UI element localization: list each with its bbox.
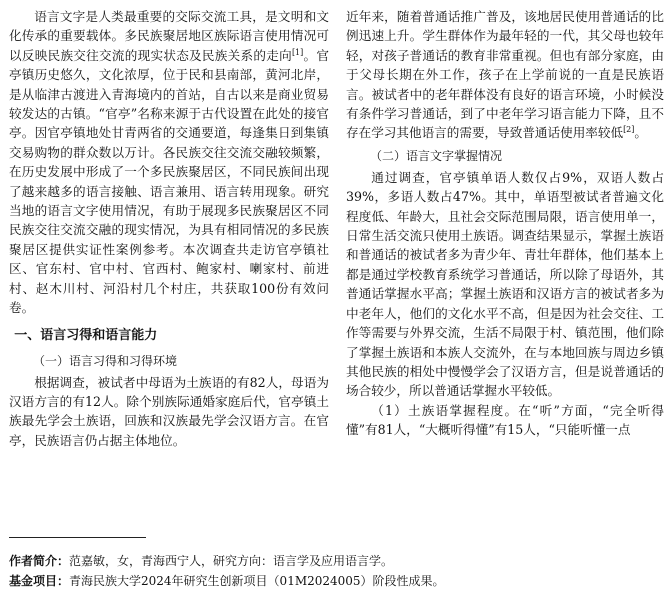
intro-paragraph [9,7,329,318]
fund-text: 青海民族大学2024年研究生创新项目（01M2024005）阶段性成果。 [69,574,445,588]
subsection-heading-1: （一）语言习得和习得环境 [33,353,178,368]
fund-footnote [9,572,664,590]
continued-paragraph [346,7,664,143]
citation-2: [2] [623,125,635,135]
acquisition-paragraph: 根据调查，被试者中母语为土族语的有82人，母语为汉语方言的有12人。除个别族际通婚家庭后代，官亭镇土族最先学会土族语，回族和汉族最先学会汉语方言。在官亭，民族语言仍占据主体地位。 [9,374,329,448]
subsection-heading-2: （二）语言文字掌握情况 [370,148,503,163]
right-column [346,7,664,440]
author-footnote [9,552,664,570]
mastery-paragraph: 通过调查，官亭镇单语人数仅占9%，双语人数占39%，多语人数占47%。其中，单语型被试者普遍文化程度低、年龄大，且社会交际范围局限，语言使用单一，日常生活交流只使用土族语。调查结果显示，掌握土族语和普通话的被试者多为青少年、青壮年群体，他们基本上都是通过学校教育系统学习普通话，所以除了母语外，其普通话掌握水平高；掌握土族语和汉语方言的被试者多为中老年人，他们的文化水平不高，但是因为社会交往、工作等需要与外界交流，生活不局限于村、镇范围，他们除了掌握土族语和本族人交流外，在与本地回族与周边乡镇其他民族的相处中慢慢学会了汉语方言，但是说普通话的场合较少，所以普通话掌握水平较低。 [346,169,664,399]
tu-language-paragraph: （1）土族语掌握程度。在“听”方面，“完全听得懂”有81人，“大概听得懂”有15人，“只能听懂一点 [346,402,664,438]
continued-text-part1: 近年来，随着普通话推广普及，该地居民使用普通话的比例迅速上升。学生群体作为最年轻的一代，其父母也较年轻，对孩子普通话的教育非常重视。但也有部分家庭，由于父母长期在外工作，孩子在上学前说的一直是民族语言。被试者中的老年群体没有良好的语言环境，小时候没有条件学习普通话，到了中老年学习语言能力下降，且不存在学习其他语言的需要，导致普通话使用率较低 [346,9,664,141]
continued-text-part2: 。 [634,125,647,141]
section-heading-1: 一、语言习得和语言能力 [14,327,158,343]
intro-text-part2: 。官亭镇历史悠久，文化浓厚，位于民和县南部，黄河北岸，是从临津古渡进入青海境内的首站，自古以来是商业贸易较发达的古镇。“官亭”名称来源于古代设置在此处的接官亭。因官亭镇地处甘青两省的交通要道，每逢集日到集镇交易购物的群众数以万计。各民族交往交流交融较频繁，在历史发展中形成了一个多民族聚居区，不同民族间出现了越来越多的语言接触、语言兼用、语言转用现象。研究当地的语言文字使用情况，有助于展现多民族聚居区不同民族交往交流交融的现实情况，为具有相同情况的多民族聚居区提供实证性案例参考。本次调查共走访官亭镇社区、官东村、官中村、官西村、鲍家村、喇家村、前进村、赵木川村、河沿村几个村庄，共获取100份有效问卷。 [9,47,330,316]
intro-text-part1: 语言文字是人类最重要的交际交流工具，是文明和文化传承的重要载体。多民族聚居地区族际语言使用情况可以反映民族交往交流的现实状态及民族关系的走向 [9,9,329,63]
left-column [9,7,329,450]
author-label: 作者简介： [9,554,70,568]
footnote-divider [9,537,146,538]
author-text: 范嘉敏，女，青海西宁人，研究方向：语言学及应用语言学。 [69,554,394,568]
citation-1: [1] [291,47,304,57]
fund-label: 基金项目： [9,574,70,588]
